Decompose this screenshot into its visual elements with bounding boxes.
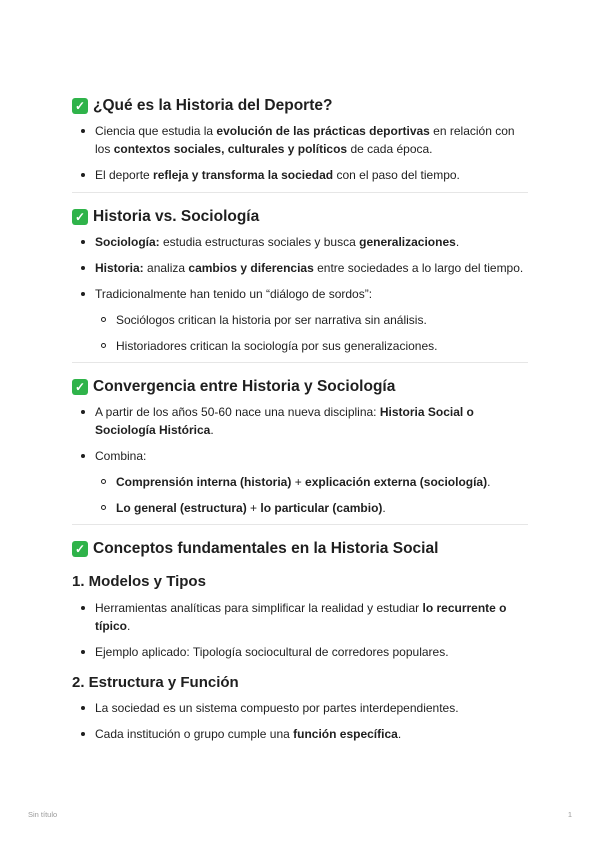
subsection-heading: 2. Estructura y Función (72, 674, 239, 691)
check-mark-icon: ✓ (72, 209, 88, 225)
list-item: La sociedad es un sistema compuesto por partes interdependientes. (72, 699, 528, 717)
check-mark-icon: ✓ (72, 98, 88, 114)
bullet-list (72, 122, 528, 184)
check-mark-icon: ✓ (72, 379, 88, 395)
section-heading: ✓ Conceptos fundamentales en la Historia Social (72, 538, 528, 560)
section-heading: ✓ ¿Qué es la Historia del Deporte? (72, 95, 528, 117)
sub-list-item: Lo general (estructura) + lo particular (cambio). (72, 499, 528, 517)
sub-list-item: Historiadores critican la sociología por sus generalizaciones. (72, 337, 528, 355)
list-item: Herramientas analíticas para simplificar la realidad y estudiar lo recurrente o típico. (72, 599, 528, 635)
sub-list-item: Sociólogos critican la historia por ser narrativa sin análisis. (72, 311, 528, 329)
list-item: Ejemplo aplicado: Tipología sociocultural de corredores populares. (72, 643, 528, 661)
document-page (72, 95, 528, 743)
bullet-list (72, 233, 528, 355)
page-number: 1 (567, 810, 572, 819)
divider (72, 362, 528, 363)
list-item: Combina: (72, 447, 528, 465)
check-mark-icon: ✓ (72, 541, 88, 557)
section-heading: ✓ Historia vs. Sociología (72, 206, 528, 228)
list-item: Tradicionalmente han tenido un “diálogo de sordos”: (72, 285, 528, 303)
footer-title: Sin título (28, 810, 58, 819)
subsection-heading: 1. Modelos y Tipos (72, 573, 206, 590)
divider (72, 524, 528, 525)
bullet-list (72, 599, 528, 661)
list-item: A partir de los años 50-60 nace una nueva disciplina: Historia Social o Sociología Histórica. (72, 403, 528, 439)
sub-list-item: Comprensión interna (historia) + explicación externa (sociología). (72, 473, 528, 491)
bullet-list (72, 699, 528, 743)
bullet-list (72, 403, 528, 517)
section-heading: ✓ Convergencia entre Historia y Sociología (72, 376, 528, 398)
list-item: El deporte refleja y transforma la sociedad con el paso del tiempo. (72, 166, 528, 184)
list-item: Ciencia que estudia la evolución de las prácticas deportivas en relación con los contextos sociales, culturales y políticos de cada época. (72, 122, 528, 158)
list-item: Historia: analiza cambios y diferencias entre sociedades a lo largo del tiempo. (72, 259, 528, 277)
divider (72, 192, 528, 193)
list-item: Sociología: estudia estructuras sociales y busca generalizaciones. (72, 233, 528, 251)
list-item: Cada institución o grupo cumple una función específica. (72, 725, 528, 743)
